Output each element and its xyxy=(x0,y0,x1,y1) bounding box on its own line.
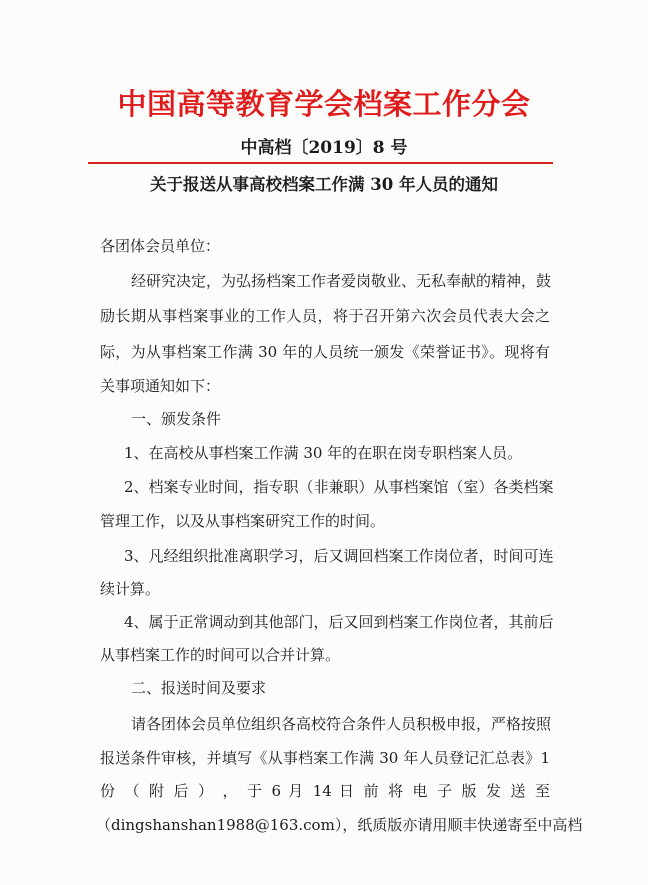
paragraph-1-line-4: 关事项通知如下： xyxy=(100,377,221,395)
paragraph-1-line-1: 经研究决定，为弘扬档案工作者爱岗敬业、无私奉献的精神，鼓 xyxy=(131,272,552,290)
salutation: 各团体会员单位： xyxy=(100,237,221,255)
condition-item-4-line-1: 4、属于正常调动到其他部门，后又回到档案工作岗位者，其前后 xyxy=(124,613,554,631)
section-2-heading: 二、报送时间及要求 xyxy=(131,679,267,697)
condition-item-4-line-2: 从事档案工作的时间可以合并计算。 xyxy=(100,646,341,664)
paragraph-2-line-3: 份 （ 附 后 ） ， 于 6 月 14 日 前 将 电 子 版 发 送 至 xyxy=(100,782,550,800)
condition-item-3-line-1: 3、凡经组织批准离职学习，后又调回档案工作岗位者，时间可连 xyxy=(124,547,554,565)
paragraph-2-line-4: （dingshanshan1988@163.com），纸质版亦请用顺丰快递寄至中高档 xyxy=(96,816,583,834)
document-number: 中高档〔2019〕8 号 xyxy=(240,138,408,158)
paragraph-1-line-2: 励长期从事档案事业的工作人员，将于召开第六次会员代表大会之 xyxy=(100,307,550,325)
paragraph-2-line-1: 请各团体会员单位组织各高校符合条件人员积极申报，严格按照 xyxy=(131,715,552,733)
notice-title: 关于报送从事高校档案工作满 30 年人员的通知 xyxy=(150,175,498,194)
condition-item-1: 1、在高校从事档案工作满 30 年的在职在岗专职档案人员。 xyxy=(124,444,523,462)
organization-title: 中国高等教育学会档案工作分会 xyxy=(117,87,531,121)
condition-item-3-line-2: 续计算。 xyxy=(100,580,161,598)
condition-item-2-line-1: 2、档案专业时间，指专职（非兼职）从事档案馆（室）各类档案 xyxy=(124,478,554,496)
paragraph-2-line-2: 报送条件审核，并填写《从事档案工作满 30 年人员登记汇总表》1 xyxy=(100,749,550,767)
paragraph-1-line-3: 际，为从事档案工作满 30 年的人员统一颁发《荣誉证书》。现将有 xyxy=(100,343,550,361)
condition-item-2-line-2: 管理工作，以及从事档案研究工作的时间。 xyxy=(100,512,386,530)
red-divider-line xyxy=(88,162,553,164)
section-1-heading: 一、颁发条件 xyxy=(131,410,222,428)
